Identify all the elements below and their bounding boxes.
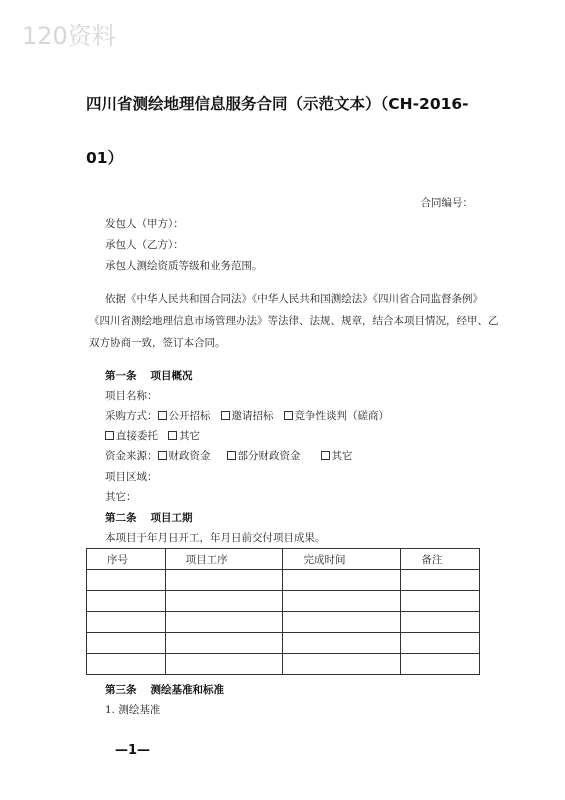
checkbox[interactable]	[227, 451, 236, 460]
table-cell[interactable]	[165, 654, 283, 675]
table-cell[interactable]	[87, 570, 166, 591]
funding-label: 资金来源：	[105, 450, 158, 462]
procurement-row	[105, 408, 389, 423]
table-cell[interactable]	[165, 612, 283, 633]
procurement-label: 采购方式：	[105, 410, 158, 422]
article2-heading	[105, 510, 193, 525]
article3-number: 第三条	[105, 684, 137, 696]
table-header-cell: 完成时间	[283, 549, 401, 570]
table-row	[87, 633, 480, 654]
checkbox[interactable]	[158, 411, 167, 420]
table-header-cell: 序号	[87, 549, 166, 570]
article2-number: 第二条	[105, 512, 137, 524]
item1-label: 1. 测绘基准	[105, 704, 161, 716]
project-area-label: 项目区域：	[105, 471, 158, 483]
table-cell[interactable]	[283, 612, 401, 633]
party-b-label: 承包人（乙方）：	[105, 239, 184, 251]
article1-title: 项目概况	[150, 370, 193, 382]
table-cell[interactable]	[401, 612, 480, 633]
article1-number: 第一条	[105, 370, 137, 382]
schedule-table	[86, 548, 480, 675]
table-cell[interactable]	[165, 633, 283, 654]
funding-option-fiscal: 财政资金	[158, 450, 211, 462]
checkbox[interactable]	[168, 431, 177, 440]
checkbox[interactable]	[105, 431, 114, 440]
legal-basis-line2: 《四川省测绘地理信息市场管理办法》等法律、法规、规章，结合本项目情况，经甲、乙	[89, 315, 499, 327]
document-title-line2: 01）	[86, 149, 124, 167]
table-row	[87, 612, 480, 633]
article2-title: 项目工期	[150, 512, 193, 524]
legal-basis-line1: 依据《中华人民共和国合同法》《中华人民共和国测绘法》《四川省合同监督条例》	[105, 293, 483, 305]
table-cell[interactable]	[283, 633, 401, 654]
table-header-row	[87, 549, 480, 570]
table-cell[interactable]	[87, 633, 166, 654]
table-cell[interactable]	[283, 591, 401, 612]
checkbox[interactable]	[284, 411, 293, 420]
table-row	[87, 654, 480, 675]
table-cell[interactable]	[165, 591, 283, 612]
procurement-option-public: 公开招标	[158, 410, 211, 422]
table-cell[interactable]	[401, 654, 480, 675]
document-title-line1: 四川省测绘地理信息服务合同（示范文本）（CH-2016-	[86, 95, 469, 113]
table-header-cell: 备注	[401, 549, 480, 570]
table-cell[interactable]	[401, 570, 480, 591]
checkbox[interactable]	[158, 451, 167, 460]
qualification-text: 承包人测绘资质等级和业务范围。	[105, 260, 263, 272]
funding-option-other: 其它	[321, 450, 353, 462]
procurement-option-negotiation: 竞争性谈判（磋商）	[284, 410, 390, 422]
procurement-row2	[105, 428, 200, 443]
contract-number-label: 合同编号：	[420, 197, 473, 209]
watermark: 120资料	[22, 22, 116, 50]
table-cell[interactable]	[283, 654, 401, 675]
checkbox[interactable]	[321, 451, 330, 460]
procurement-option-direct: 直接委托	[105, 430, 158, 442]
project-name-label: 项目名称：	[105, 390, 158, 402]
table-row	[87, 570, 480, 591]
table-cell[interactable]	[165, 570, 283, 591]
table-row	[87, 591, 480, 612]
funding-option-partial: 部分财政资金	[227, 450, 301, 462]
table-header-cell: 项目工序	[165, 549, 283, 570]
article3-heading	[105, 682, 224, 697]
table-cell[interactable]	[401, 633, 480, 654]
article1-heading	[105, 368, 193, 383]
checkbox[interactable]	[221, 411, 230, 420]
table-cell[interactable]	[87, 612, 166, 633]
article3-title: 测绘基准和标准	[150, 684, 224, 696]
table-cell[interactable]	[283, 570, 401, 591]
table-cell[interactable]	[87, 591, 166, 612]
funding-row	[105, 448, 353, 463]
other-label: 其它：	[105, 491, 137, 503]
procurement-option-other: 其它	[168, 430, 200, 442]
table-cell[interactable]	[401, 591, 480, 612]
schedule-text: 本项目于年月日开工，年月日前交付项目成果。	[105, 532, 326, 544]
table-cell[interactable]	[87, 654, 166, 675]
procurement-option-invited: 邀请招标	[221, 410, 274, 422]
legal-basis-line3: 双方协商一致，签订本合同。	[89, 337, 226, 349]
party-a-label: 发包人（甲方）：	[105, 218, 184, 230]
page-number: —1—	[115, 743, 151, 758]
